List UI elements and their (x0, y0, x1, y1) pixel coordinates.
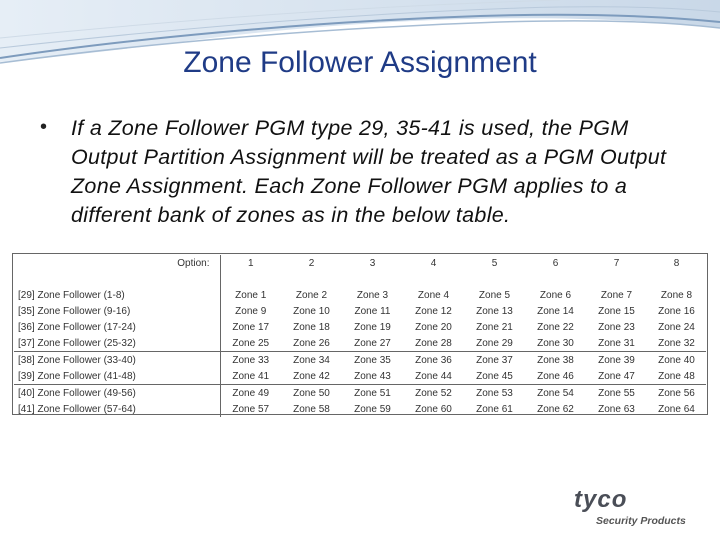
row-label: [36] Zone Follower (17-24) (14, 319, 220, 335)
zone-cell: Zone 55 (598, 387, 635, 399)
zone-cell: Zone 8 (660, 289, 693, 301)
zone-cell: Zone 46 (525, 368, 586, 385)
zone-cell: Zone 59 (354, 403, 391, 415)
zone-cell: Zone 47 (586, 368, 647, 385)
zone-cell: Zone 54 (537, 387, 574, 399)
zone-cell: Zone 56 (658, 387, 695, 399)
zone-cell: Zone 49 (232, 387, 270, 399)
zone-cell: Zone 41 (220, 368, 281, 385)
spacer-row (14, 271, 706, 287)
zone-cell: Zone 14 (537, 305, 574, 317)
zone-cell: Zone 13 (476, 305, 513, 317)
slide-title: Zone Follower Assignment (183, 46, 537, 79)
zone-cell: Zone 16 (658, 305, 695, 317)
zone-cell: Zone 22 (537, 321, 574, 333)
zone-cell: Zone 1 (235, 289, 267, 301)
logo-wordmark: tyco (574, 486, 628, 513)
zone-cell: Zone 36 (415, 354, 452, 366)
bullet-dot-icon: • (40, 116, 48, 138)
zone-cell: Zone 17 (232, 321, 270, 333)
option-number: 7 (613, 257, 620, 269)
zone-cell: Zone 37 (476, 354, 513, 366)
zone-cell: Zone 10 (293, 305, 330, 317)
zone-cell: Zone 39 (598, 354, 635, 366)
zone-cell: Zone 61 (476, 403, 513, 415)
zone-cell: Zone 34 (293, 354, 330, 366)
tyco-logo (560, 486, 690, 530)
zone-cell: Zone 12 (415, 305, 452, 317)
zone-follower-table (14, 255, 706, 417)
zone-cell: Zone 31 (586, 335, 647, 352)
option-label: Option: (14, 255, 220, 271)
table-row (14, 352, 706, 369)
zone-cell: Zone 45 (464, 368, 525, 385)
zone-cell: Zone 50 (293, 387, 330, 399)
table-row (14, 287, 706, 303)
zone-cell: Zone 42 (281, 368, 342, 385)
zone-cell: Zone 19 (354, 321, 391, 333)
table-row (14, 401, 706, 417)
zone-cell: Zone 25 (220, 335, 281, 352)
zone-cell: Zone 53 (476, 387, 513, 399)
zone-cell: Zone 38 (537, 354, 574, 366)
zone-cell: Zone 3 (356, 289, 389, 301)
zone-cell: Zone 15 (598, 305, 635, 317)
zone-cell: Zone 57 (232, 403, 270, 415)
zone-cell: Zone 51 (354, 387, 391, 399)
zone-cell: Zone 20 (415, 321, 452, 333)
option-number: 5 (491, 257, 498, 269)
table-row (14, 335, 706, 352)
row-label: [38] Zone Follower (33-40) (14, 352, 220, 369)
zone-cell: Zone 5 (478, 289, 511, 301)
zone-cell: Zone 18 (293, 321, 330, 333)
zone-cell: Zone 2 (295, 289, 328, 301)
zone-cell: Zone 52 (415, 387, 452, 399)
option-number: 4 (430, 257, 437, 269)
zone-cell: Zone 32 (647, 335, 706, 352)
table-row (14, 303, 706, 319)
row-label: [41] Zone Follower (57-64) (14, 401, 220, 417)
zone-cell: Zone 48 (647, 368, 706, 385)
row-label: [29] Zone Follower (1-8) (14, 287, 220, 303)
zone-cell: Zone 6 (539, 289, 572, 301)
row-label: [39] Zone Follower (41-48) (14, 368, 220, 385)
zone-cell: Zone 62 (537, 403, 574, 415)
zone-cell: Zone 43 (342, 368, 403, 385)
zone-cell: Zone 58 (293, 403, 330, 415)
option-number: 1 (247, 257, 254, 269)
bullet-text: If a Zone Follower PGM type 29, 35-41 is used, the PGM Output Partition Assignment will be treated as a PGM Output Zone Assignment. Each Zone Follower PGM applies to a different bank of zones as in the below table. (71, 116, 667, 227)
zone-cell: Zone 35 (354, 354, 391, 366)
zone-cell: Zone 26 (281, 335, 342, 352)
zone-cell: Zone 28 (403, 335, 464, 352)
table-row (14, 368, 706, 385)
zone-cell: Zone 44 (403, 368, 464, 385)
zone-cell: Zone 11 (354, 305, 391, 317)
zone-cell: Zone 33 (232, 354, 270, 366)
bullet-item (40, 114, 700, 230)
logo-subtitle: Security Products (596, 515, 686, 527)
option-number: 8 (673, 257, 680, 269)
row-label: [37] Zone Follower (25-32) (14, 335, 220, 352)
zone-cell: Zone 40 (658, 354, 695, 366)
zone-cell: Zone 9 (235, 305, 267, 317)
row-label: [35] Zone Follower (9-16) (14, 303, 220, 319)
zone-cell: Zone 30 (525, 335, 586, 352)
zone-cell: Zone 21 (476, 321, 513, 333)
table-header-row (14, 255, 706, 271)
zone-cell: Zone 24 (658, 321, 695, 333)
table-row (14, 385, 706, 402)
zone-cell: Zone 64 (658, 403, 695, 415)
option-number: 6 (552, 257, 559, 269)
zone-cell: Zone 63 (598, 403, 635, 415)
zone-cell: Zone 4 (417, 289, 450, 301)
zone-cell: Zone 60 (415, 403, 452, 415)
zone-cell: Zone 27 (342, 335, 403, 352)
zone-cell: Zone 7 (600, 289, 633, 301)
row-label: [40] Zone Follower (49-56) (14, 385, 220, 402)
zone-cell: Zone 29 (464, 335, 525, 352)
option-number: 3 (369, 257, 376, 269)
option-number: 2 (308, 257, 315, 269)
zone-cell: Zone 23 (598, 321, 635, 333)
table-row (14, 319, 706, 335)
